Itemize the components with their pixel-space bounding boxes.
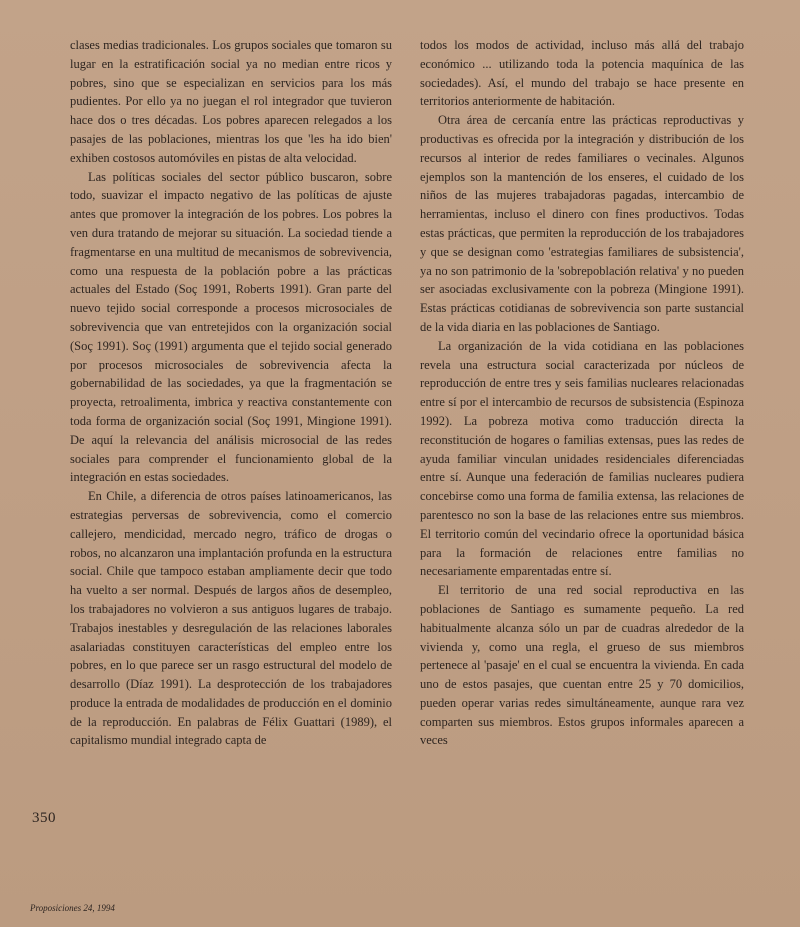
paragraph: clases medias tradicionales. Los grupos sociales que tomaron su lugar en la estratificación social ya no median entre ricos y pobres, sino que se especializan en servicios para los más pudientes. Por ello ya no juegan el rol integrador que tuvieron hace dos o tres décadas. Los pobres aparecen relegados a los pasajes de las poblaciones, mientras los que 'les ha ido bien' exhiben costosos automóviles en pistas de alta velocidad.	[70, 38, 392, 165]
paragraph: En Chile, a diferencia de otros países latinoamericanos, las estrategias perversas de sobrevivencia, como el comercio callejero, mendicidad, mercado negro, tráfico de drogas o robos, no alcanzaron una implantación profunda en la estructura social. Chile que tampoco estaban ampliamente decir que todo ha vuelto a ser normal. Después de largos años de desempleo, los trabajadores no volvieron a sus antiguos lugares de trabajo. Trabajos inestables y desregulación de las relaciones laborales asalariadas constituyen características del empleo entre los pobres, en lo que parece ser un rasgo estructural del modelo de desarrollo (Díaz 1991). La desprotección de los trabajadores produce la entrada de modalidades de producción en el dominio de la reproducción. En palabras de Félix Guattari (1989), el capitalismo mundial integrado capta de	[70, 489, 392, 748]
paragraph: El territorio de una red social reproductiva en las poblaciones de Santiago es sumamente pequeño. La red habitualmente alcanza sólo un par de cuadras alrededor de la vivienda y, como una regla, el grueso de sus miembros pertenece al 'pasaje' en el cual se encuentra la vivienda. En cada uno de estos pasajes, que cuentan entre 25 y 70 domicilios, pueden operar varias redes simultáneamente, aunque rara vez comparten sus miembros. Estos grupos informales aparecen a veces	[420, 583, 744, 748]
paragraph: Las políticas sociales del sector público buscaron, sobre todo, suavizar el impacto negativo de las políticas de ajuste antes que promover la integración de los pobres. Los pobres la ven dura tratando de mejorar su situación. La sociedad tiende a fragmentarse en una multitud de mecanismos de sobrevivencia, como una respuesta de la población pobre a las prácticas actuales del Estado (Soç 1991, Roberts 1991). Gran parte del nuevo tejido social corresponde a procesos microsociales de sobrevivencia que van entretejidos con la organización social (Soç 1991). Soç (1991) argumenta que el tejido social generado por procesos microsociales de sobrevivencia afecta la gobernabilidad de las sociedades, ya que la fragmentación se proyecta, retroalimenta, imbrica y reactiva constantemente con toda forma de organización social (Soç 1991, Mingione 1991). De aquí la relevancia del análisis microsocial de las redes sociales para comprender el funcionamiento global de la integración en estas sociedades.	[70, 169, 392, 485]
right-text-column	[420, 36, 744, 750]
footer-citation: Proposiciones 24, 1994	[30, 903, 115, 913]
paragraph: Otra área de cercanía entre las prácticas reproductivas y productivas es ofrecida por la integración y distribución de los recursos al interior de redes familiares o vecinales. Algunos ejemplos son la mantención de los enseres, el cuidado de los niños de las mujeres trabajadoras pagadas, intercambio de herramientas, incluso el dinero con fines productivos. Todas estas prácticas, que permiten la reproducción de los trabajadores y que se designan como 'estrategias familiares de subsistencia', ya no son patrimonio de la 'sobrepoblación relativa' y no pueden ser asociadas exclusivamente con la pobreza (Mingione 1991). Estas prácticas cotidianas de sobrevivencia son parte sustancial de la vida diaria en las poblaciones de Santiago.	[420, 113, 744, 334]
paragraph: La organización de la vida cotidiana en las poblaciones revela una estructura social caracterizada por núcleos de reproducción de entre tres y seis familias nucleares relacionadas entre sí por el intercambio de recursos de subsistencia (Espinoza 1992). La pobreza motiva como traducción directa la reconstitución de hogares o familias extensas, pues las redes de ayuda familiar vinculan unidades residenciales diferenciadas entre sí. Aunque una federación de familias nucleares pudiera concebirse como una forma de familia extensa, las relaciones de parentesco no son la base de las relaciones entre sus miembros. El territorio común del vecindario ofrece la oportunidad básica para la formación de relaciones entre familias no necesariamente emparentadas entre sí.	[420, 338, 744, 579]
page-number: 350	[32, 810, 56, 826]
paragraph: todos los modos de actividad, incluso más allá del trabajo económico ... utilizando toda la potencia maquínica de las sociedades). Así, el mundo del trabajo se hace presente en territorios anteriormente de habitación.	[420, 38, 744, 109]
left-text-column	[70, 36, 392, 750]
